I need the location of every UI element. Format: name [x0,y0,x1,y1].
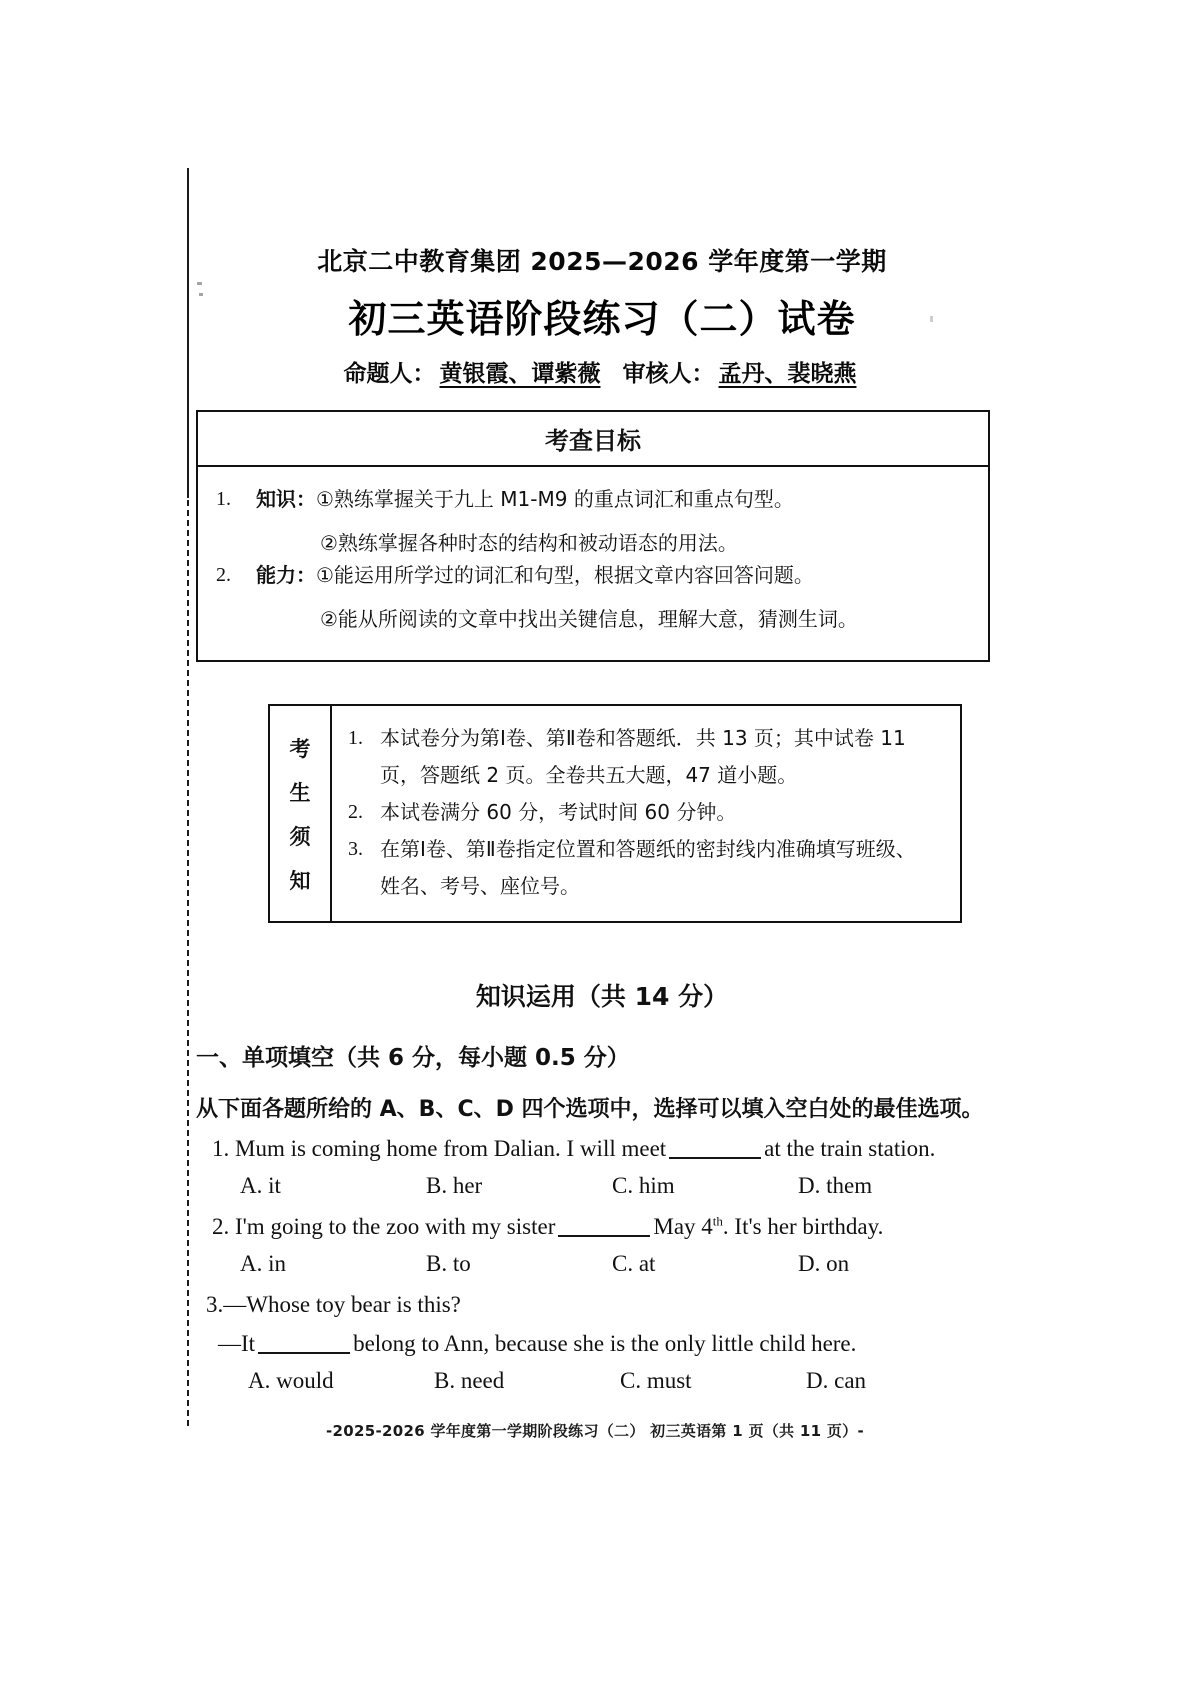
question-dialog-line1: —Whose toy bear is this? [223,1292,461,1318]
question-stem-pre: Mum is coming home from Dalian. I will meet [235,1136,667,1161]
notice-number: 2. [348,801,363,823]
question-stem-post: May 4 [653,1214,713,1240]
question-number: 3. [206,1292,224,1318]
part-title: 知识运用（共 14 分） [475,982,729,1011]
setter-names: 黄银霞、谭紫薇 [439,361,601,387]
candidate-notice-body [332,706,960,921]
question-options [248,1365,1008,1396]
reviewer-names: 孟丹、裴晓燕 [718,361,857,387]
margin-line-top [187,168,189,498]
question-options [240,1248,1008,1279]
goal-text: ①能运用所学过的词汇和句型，根据文章内容回答问题。 [316,563,814,587]
question-stem-post: at the train station. [764,1136,936,1161]
exam-goals-title: 考查目标 [198,412,988,467]
option-a[interactable]: A. it [240,1173,281,1199]
notice-number: 1. [348,727,363,749]
page-footer: -2025-2026 学年度第一学期阶段练习（二） 初三英语第 1 页（共 11 页）- [325,1422,865,1440]
notice-item [348,794,946,831]
question-stem [212,1211,1008,1242]
option-d[interactable]: D. on [798,1251,850,1277]
option-c[interactable]: C. him [612,1173,675,1199]
notice-text-cont: 姓名、考号、座位号。 [380,874,580,898]
goal-number: 1. [216,488,231,510]
option-c[interactable]: C. must [620,1368,692,1394]
goal-key: 知识： [256,487,316,511]
question-dialog-post: belong to Ann, because she is the only little child here. [353,1331,857,1357]
notice-label-char: 考 [289,736,311,761]
notice-item [348,831,946,868]
option-d[interactable]: D. them [798,1173,873,1199]
question-options [240,1170,1008,1201]
notice-item [348,720,946,757]
notice-text: 在第Ⅰ卷、第Ⅱ卷指定位置和答题纸的密封线内准确填写班级、 [380,837,916,861]
notice-text: 本试卷分为第Ⅰ卷、第Ⅱ卷和答题纸．共 13 页；其中试卷 11 [380,726,906,750]
question-stem-pre: I'm going to the zoo with my sister [235,1214,556,1240]
question-item [196,1133,1008,1201]
authors-line [196,355,1008,388]
question-dialog-pre: —It [218,1331,256,1357]
notice-text: 本试卷满分 60 分，考试时间 60 分钟。 [380,800,737,824]
candidate-notice-box [268,704,962,923]
question-number: 1. [212,1136,230,1161]
option-d[interactable]: D. can [806,1368,867,1394]
answer-blank[interactable] [258,1352,350,1354]
subsection-instruction: 从下面各题所给的 A、B、C、D 四个选项中，选择可以填入空白处的最佳选项。 [196,1097,984,1122]
question-item [196,1211,1008,1279]
document-content [196,170,1008,1396]
answer-blank[interactable] [669,1157,761,1159]
question-stem [206,1289,1008,1320]
notice-label-char: 知 [289,868,311,893]
goal-number: 2. [216,564,231,586]
question-number: 2. [212,1214,230,1240]
option-a[interactable]: A. in [240,1251,286,1277]
candidate-notice-label [270,706,332,921]
notice-number: 3. [348,838,363,860]
setter-label: 命题人： [343,361,436,387]
answer-blank[interactable] [558,1235,650,1237]
margin-dashed-line [187,500,189,1426]
page-title: 初三英语阶段练习（二）试卷 [348,297,856,341]
goal-subitem: ②熟练掌握各种时态的结构和被动语态的用法。 [320,531,738,555]
notice-label-char: 须 [289,824,311,849]
goal-subitem: ②能从所阅读的文章中找出关键信息，理解大意，猜测生词。 [320,607,858,631]
question-stem [212,1133,1008,1164]
exam-goals-box [196,410,990,662]
question-stem-tail: . It's her birthday. [722,1214,884,1240]
goal-text: ①熟练掌握关于九上 M1-M9 的重点词汇和重点句型。 [316,487,794,511]
option-b[interactable]: B. her [426,1173,483,1199]
subsection-title: 一、单项填空（共 6 分，每小题 0.5 分） [196,1045,630,1071]
option-b[interactable]: B. to [426,1251,471,1277]
question-item [196,1289,1008,1396]
notice-label-char: 生 [289,780,311,805]
reviewer-label: 审核人： [622,361,715,387]
exam-goals-body [198,467,988,660]
notice-text-cont: 页，答题纸 2 页。全卷共五大题，47 道小题。 [380,763,798,787]
question-dialog-line2 [218,1328,1008,1359]
page-header-line: 北京二中教育集团 2025—2026 学年度第一学期 [317,247,887,276]
option-b[interactable]: B. need [434,1368,505,1394]
ordinal-suffix: th [712,1213,723,1229]
goal-key: 能力： [256,563,316,587]
option-c[interactable]: C. at [612,1251,656,1277]
goal-item [208,488,978,510]
option-a[interactable]: A. would [248,1368,334,1394]
goal-item [208,564,978,586]
